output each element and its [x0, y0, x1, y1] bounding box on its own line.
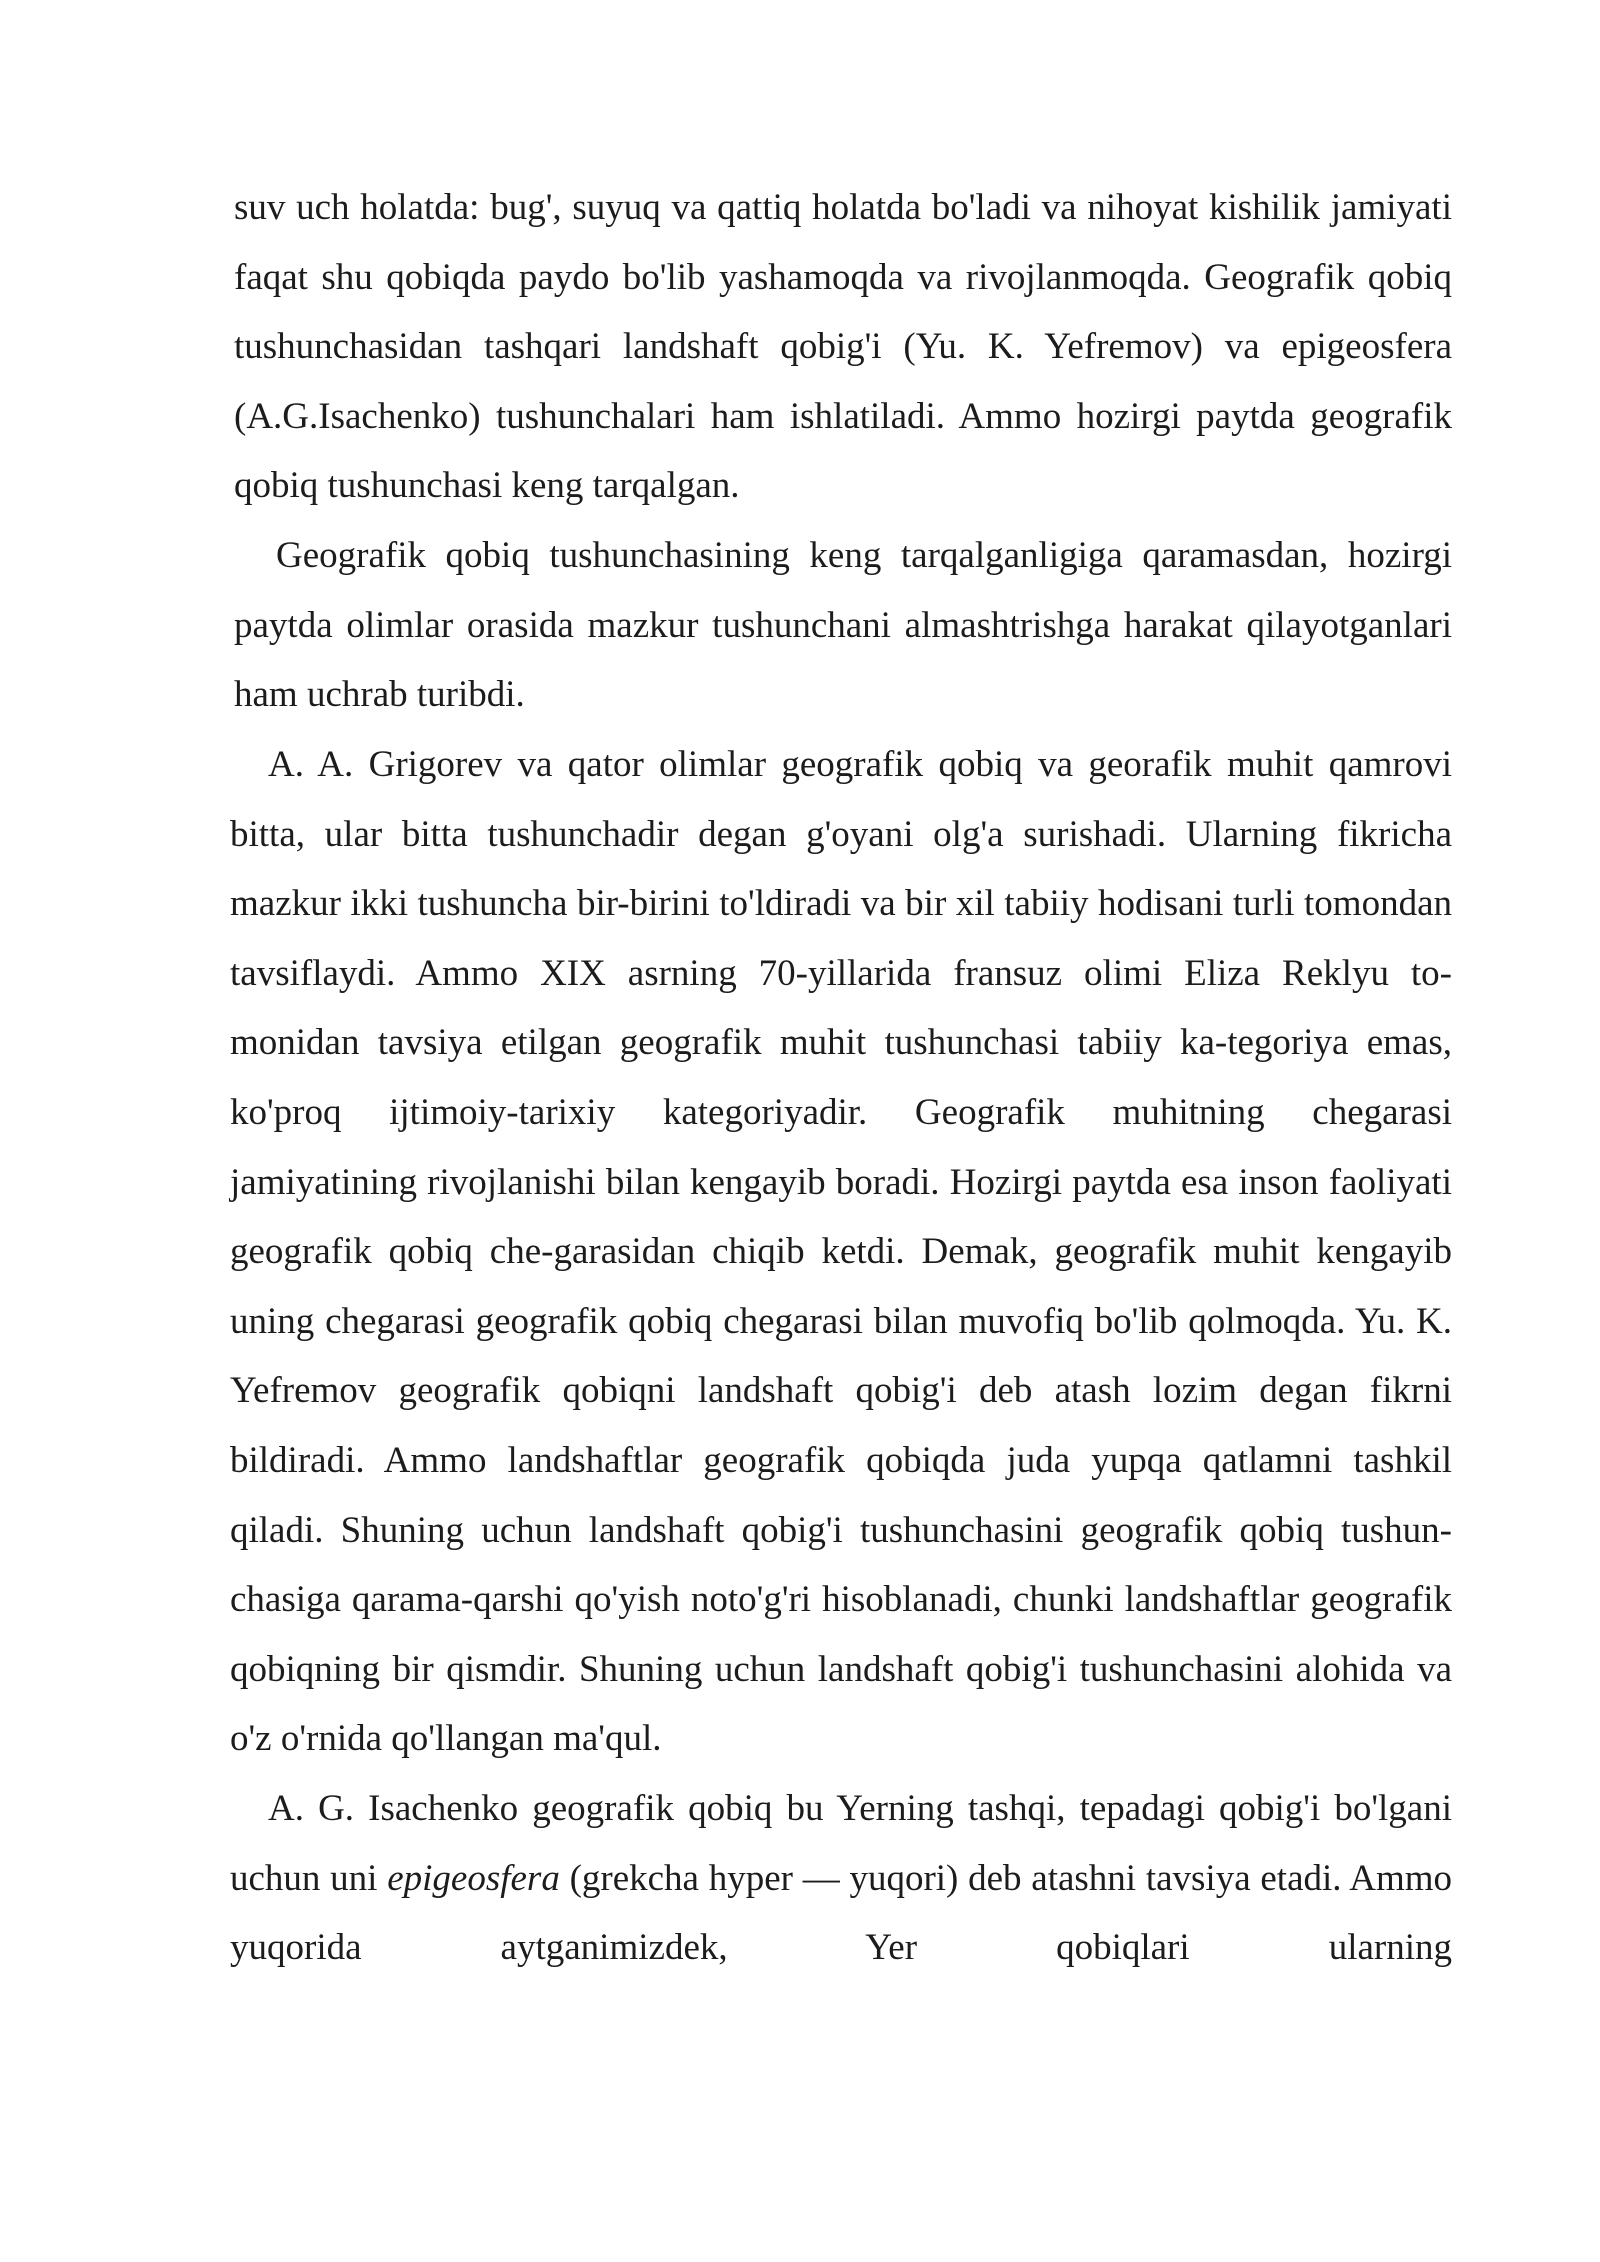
text-block-1 — [234, 173, 1452, 730]
text-block-2 — [230, 730, 1452, 1983]
term-epigeosfera: epigeosfera — [387, 1857, 560, 1899]
paragraph-4 — [230, 1774, 1452, 1983]
paragraph-3: A. A. Grigorev va qator olimlar geografik qobiq va georafik muhit qamrovi bitta, ular bitta tushunchadir degan g'oyani olg'a surishadi. Ularning fikricha mazkur ikki tushuncha bir-birini to'ldiradi va bir xil tabiiy hodisani turli tomondan tavsiflaydi. Ammo XIX asrning 70-yillarida fransuz olimi Eliza Reklyu to-monidan tavsiya etilgan geografik muhit tushunchasi tabiiy ka-tegoriya emas, ko'proq ijtimoiy-tarixiy kategoriyadir. Geografik muhitning chegarasi jamiyatining rivojlanishi bilan kengayib boradi. Hozirgi paytda esa inson faoliyati geografik qobiq che-garasidan chiqib ketdi. Demak, geografik muhit kengayib uning chegarasi geografik qobiq chegarasi bilan muvofiq bo'lib qolmoqda. Yu. K. Yefremov geografik qobiqni landshaft qobig'i deb atash lozim degan fikrni bildiradi. Ammo landshaftlar geografik qobiqda juda yupqa qatlamni tashkil qiladi. Shuning uchun landshaft qobig'i tushunchasini geografik qobiq tushun-chasiga qarama-qarshi qo'yish noto'g'ri hisoblanadi, chunki landshaftlar geografik qobiqning bir qismdir. Shuning uchun landshaft qobig'i tushunchasini alohida va o'z o'rnida qo'llangan ma'qul. — [230, 744, 1452, 1760]
paragraph-2: Geografik qobiq tushunchasining keng tarqalganligiga qaramasdan, hozirgi paytda olimlar orasida mazkur tushunchani almashtrishga harakat qilayotganlari ham uchrab turibdi. — [234, 534, 1452, 716]
paragraph-1: suv uch holatda: bug', suyuq va qattiq holatda bo'ladi va nihoyat kishilik jamiyati faqat shu qobiqda paydo bo'lib yashamoqda va rivojlanmoqda. Geografik qobiq tushunchasidan tashqari landshaft qobig'i (Yu. K. Yefremov) va epigeosfera (A.G.Isachenko) tushunchalari ham ishlatiladi. Ammo hozirgi paytda geografik qobiq tushunchasi keng tarqalgan. — [234, 187, 1452, 507]
paragraph-4-start: A. G. Isachenko geografik qobiq bu Yerning tashqi, tepadagi qobig'i bo'lgani uchun uni — [230, 1787, 1452, 1899]
paragraph-4-end: (grekcha hyper — yuqori) deb atashni tavsiya etadi. Ammo yuqorida aytganimizdek, Yer qobiqlari ularning — [230, 1857, 1453, 1969]
